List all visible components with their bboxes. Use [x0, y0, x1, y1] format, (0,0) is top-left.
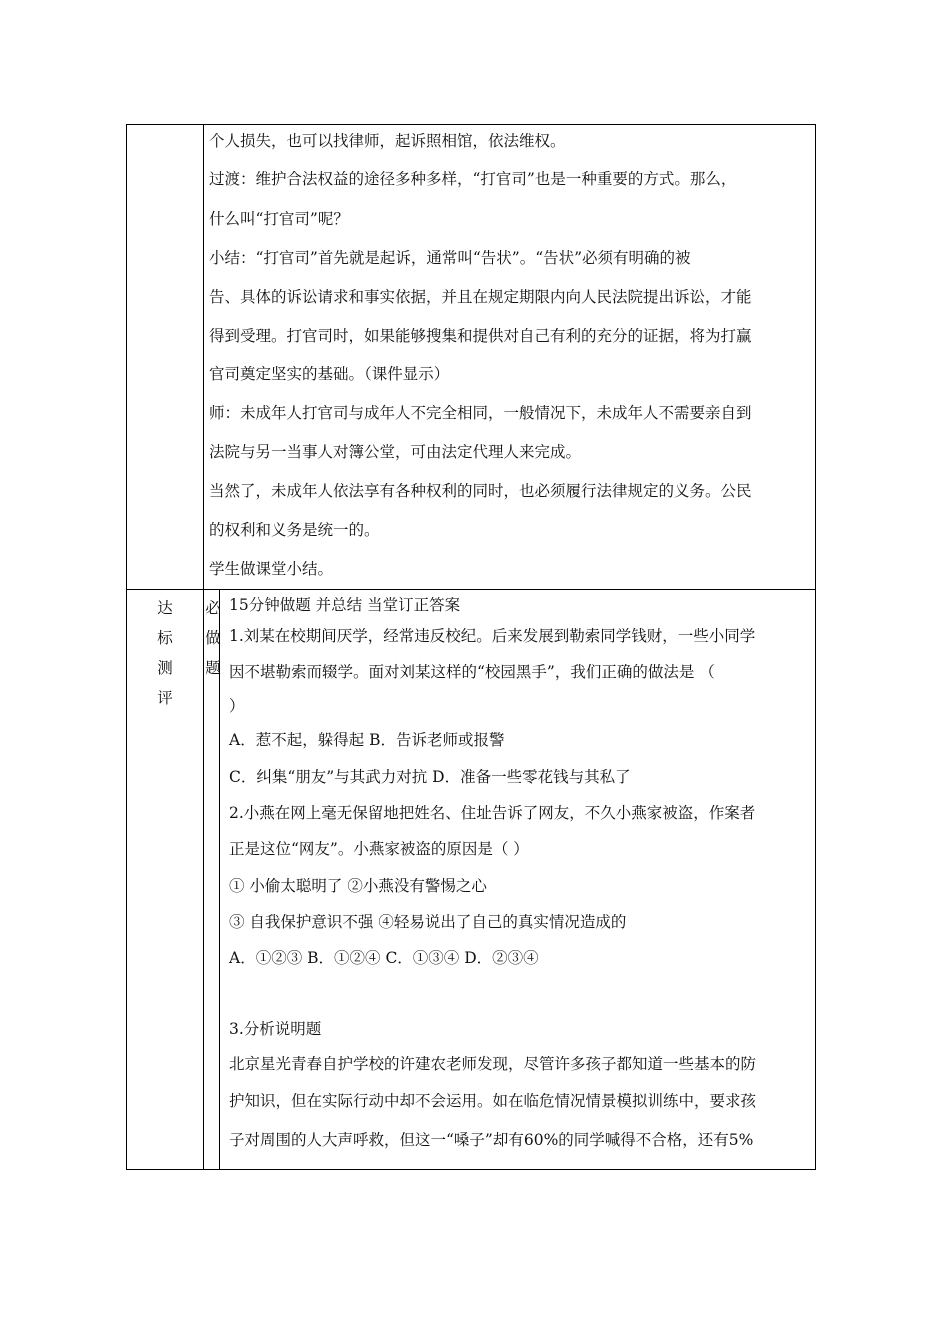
text-line: ① 小偷太聪明了 ②小燕没有警惕之心: [229, 877, 487, 895]
text-line: A．①②③ B．①②④ C．①③④ D．②③④: [229, 949, 539, 967]
text-line: 法院与另一当事人对簿公堂，可由法定代理人来完成。: [209, 443, 582, 461]
text-line: 3.分析说明题: [229, 1020, 322, 1038]
text-line: 官司奠定坚实的基础。（课件显示）: [209, 365, 450, 383]
text-line: ③ 自我保护意识不强 ④轻易说出了自己的真实情况造成的: [229, 913, 627, 931]
text-line: 告、具体的诉讼请求和事实依据，并且在规定期限内向人民法院提出诉讼，才能: [209, 288, 752, 306]
label-char: 测: [157, 659, 173, 677]
text-line: 得到受理。打官司时，如果能够搜集和提供对自己有利的充分的证据，将为打赢: [209, 327, 752, 345]
text-line: 子对周围的人大声呼救，但这一“嗓子”却有60%的同学喊得不合格，还有5%: [229, 1131, 754, 1149]
label-char: 必: [205, 599, 221, 617]
text-line: 什么叫“打官司”呢？: [209, 210, 349, 228]
label-char: 题: [205, 659, 221, 677]
text-line: [229, 977, 813, 1011]
label-char: 达: [157, 599, 173, 617]
label-char: 评: [157, 689, 173, 707]
top-content-cell: [209, 123, 809, 589]
text-line: 护知识，但在实际行动中却不会运用。如在临危情况情景模拟训练中，要求孩: [229, 1092, 757, 1110]
text-line: 15分钟做题 并总结 当堂订正答案: [229, 596, 461, 614]
text-line: 个人损失，也可以找律师，起诉照相馆，依法维权。: [209, 132, 566, 150]
text-line: 过渡：维护合法权益的途径多种多样，“打官司”也是一种重要的方式。那么，: [209, 170, 737, 188]
text-line: 因不堪勒索而辍学。面对刘某这样的“校园黑手”，我们正确的做法是 （: [229, 663, 715, 681]
text-line: 的权利和义务是统一的。: [209, 521, 380, 539]
text-line: 小结：“打官司”首先就是起诉，通常叫“告状”。“告状”必须有明确的被: [209, 249, 691, 267]
lesson-table: [126, 124, 816, 1170]
label-char: 做: [205, 629, 221, 647]
text-line: 1.刘某在校期间厌学，经常违反校纪。后来发展到勒索同学钱财，一些小同学: [229, 627, 756, 645]
text-line: 2.小燕在网上毫无保留地把姓名、住址告诉了网友，不久小燕家被盗，作案者: [229, 804, 756, 822]
text-line: C．纠集“朋友”与其武力对抗 D．准备一些零花钱与其私了: [229, 768, 631, 786]
row-divider: [127, 589, 815, 590]
text-line: 正是这位“网友”。小燕家被盗的原因是（ ）: [229, 840, 529, 858]
bottom-content-cell: [229, 591, 813, 1159]
text-line: 当然了，未成年人依法享有各种权利的同时，也必须履行法律规定的义务。公民: [209, 482, 752, 500]
text-line: 学生做课堂小结。: [209, 560, 334, 578]
text-line: 北京星光青春自护学校的许建农老师发现，尽管许多孩子都知道一些基本的防: [229, 1055, 757, 1073]
text-line: A．惹不起，躲得起 B．告诉老师或报警: [229, 731, 505, 749]
text-line: 师：未成年人打官司与成年人不完全相同，一般情况下，未成年人不需要亲自到: [209, 404, 752, 422]
label-char: 标: [157, 629, 173, 647]
text-line: ）: [229, 697, 245, 715]
